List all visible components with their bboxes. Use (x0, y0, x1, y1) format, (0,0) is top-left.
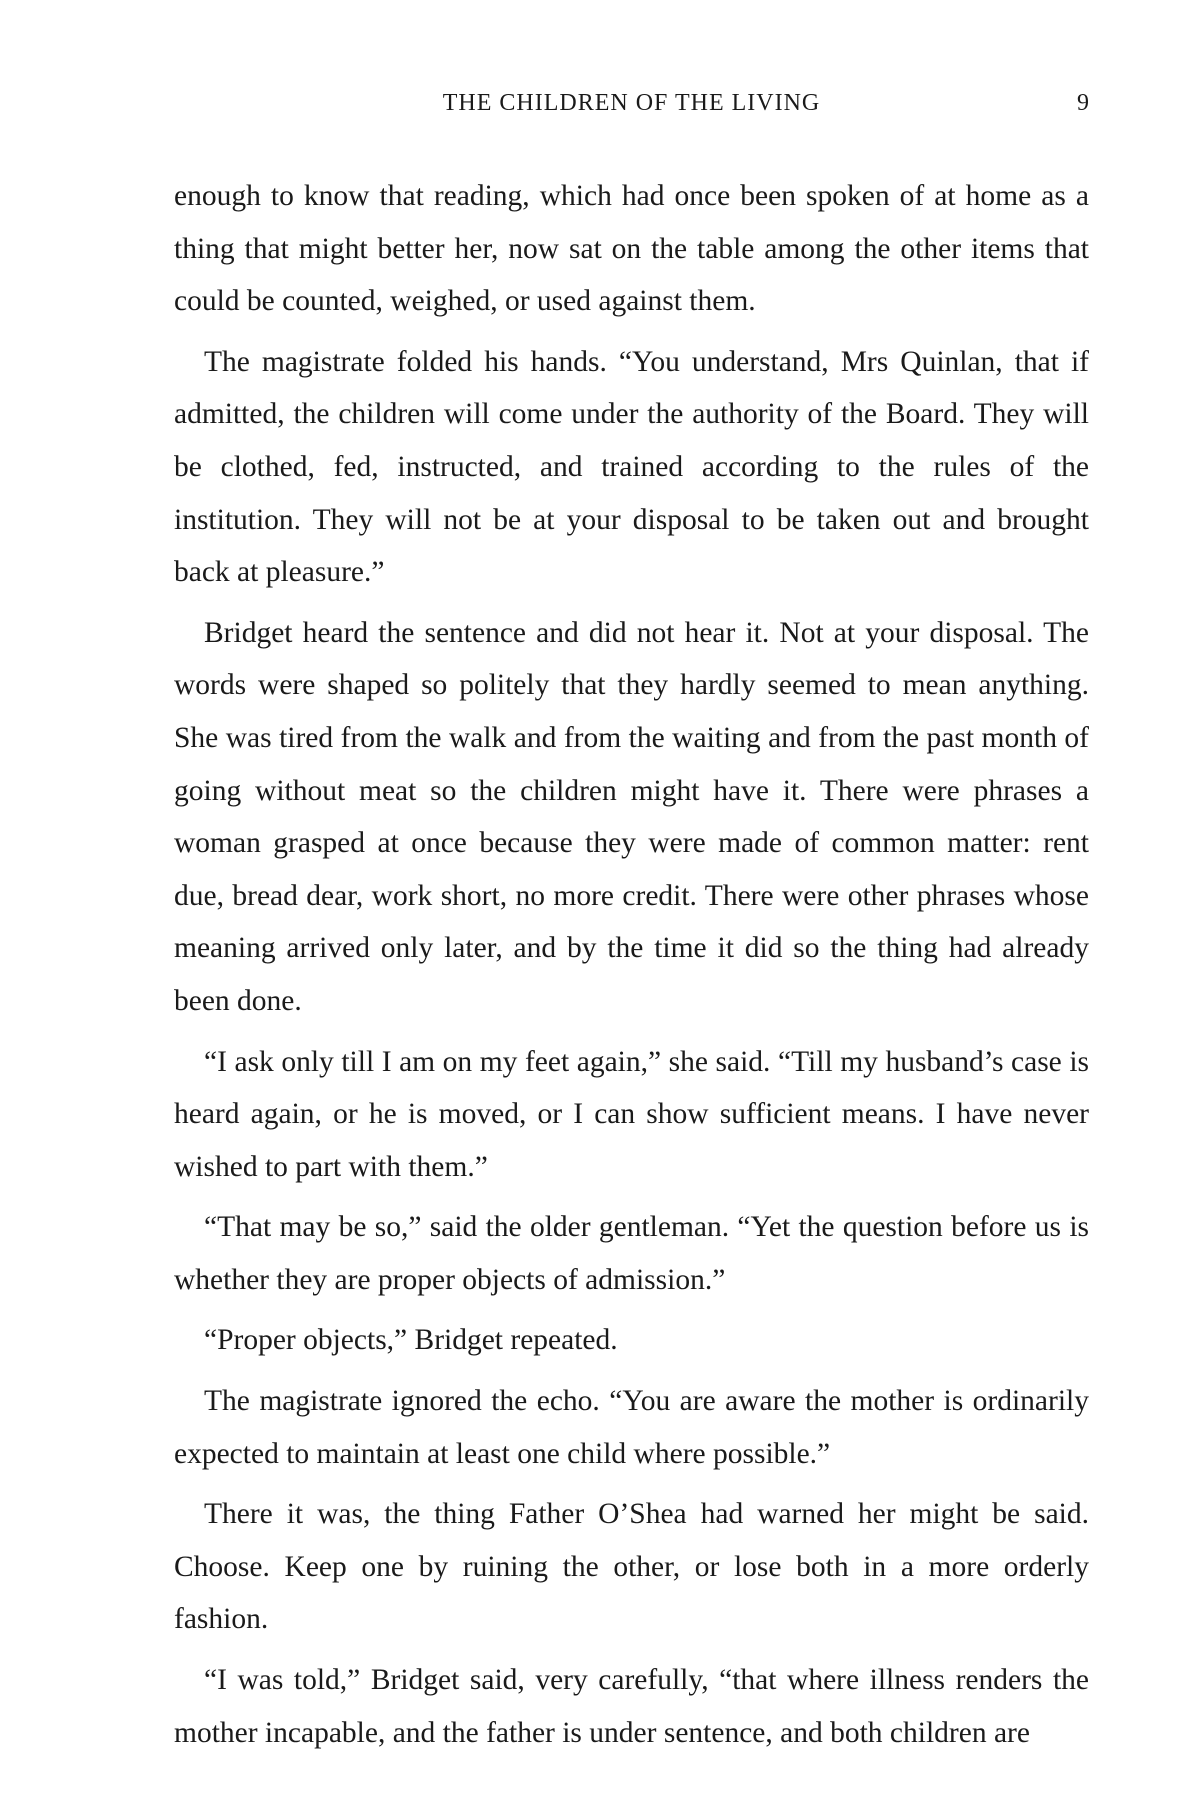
paragraph-2: The magistrate folded his hands. “You understand, Mrs Quinlan, that if admitted, the children will come under the authority of the Board. They will be clothed, fed, instructed, and trained according to the rules of the institution. They will not be at your disposal to be taken out and brought back at pleasure.” (174, 345, 1089, 589)
running-head (174, 90, 1089, 130)
body-text (174, 170, 1089, 1759)
paragraph-6: “Proper objects,” Bridget repeated. (204, 1324, 618, 1357)
paragraph-5: “That may be so,” said the older gentleman. “Yet the question before us is whether they are proper objects of admission.” (174, 1211, 1089, 1296)
paragraph-4: “I ask only till I am on my feet again,” she said. “Till my husband’s case is heard again, or he is moved, or I can show sufficient means. I have never wished to part with them.” (174, 1045, 1089, 1183)
paragraph-3: Bridget heard the sentence and did not hear it. Not at your disposal. The words were shaped so politely that they hardly seemed to mean anything. She was tired from the walk and from the waiting and from the past month of going without meat so the children might have it. There were phrases a woman grasped at once because they were made of common matter: rent due, bread dear, work short, no more credit. There were other phrases whose meaning arrived only later, and by the time it did so the thing had already been done. (174, 616, 1089, 1017)
paragraph-1: enough to know that reading, which had once been spoken of at home as a thing that might better her, now sat on the table among the other items that could be counted, weighed, or used against them. (174, 180, 1089, 318)
page-number: 9 (1077, 90, 1089, 116)
paragraph-9: “I was told,” Bridget said, very carefully, “that where illness renders the mother incapable, and the father is under sentence, and both children are (174, 1664, 1089, 1749)
paragraph-7: The magistrate ignored the echo. “You are aware the mother is ordinarily expected to maintain at least one child where possible.” (174, 1385, 1089, 1470)
paragraph-8: There it was, the thing Father O’Shea had warned her might be said. Choose. Keep one by ruining the other, or lose both in a more orderly fashion. (174, 1498, 1089, 1636)
running-title: THE CHILDREN OF THE LIVING (442, 90, 821, 116)
